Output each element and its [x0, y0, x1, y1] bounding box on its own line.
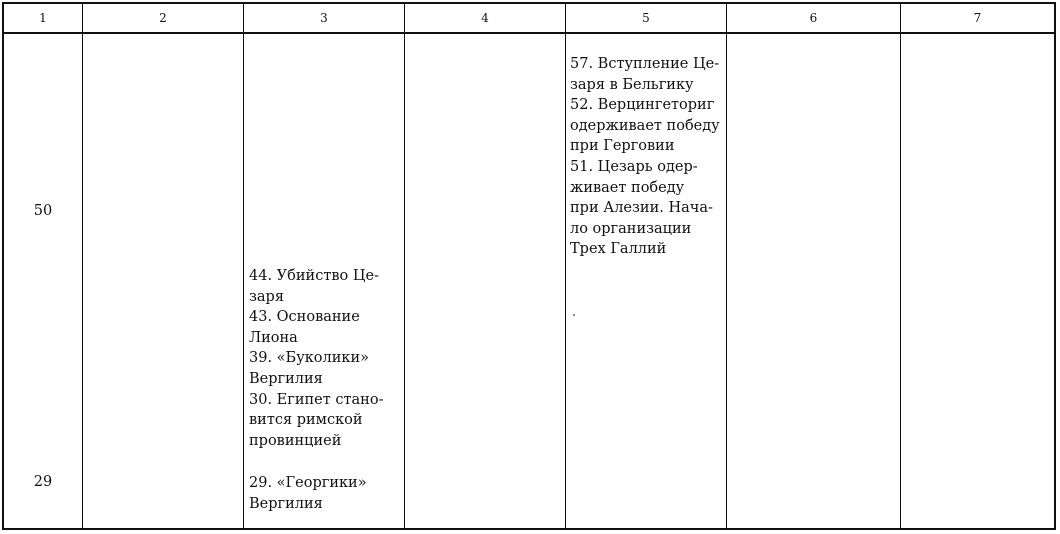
- col5-events-57-51: 57. Вступление Це- заря в Бельгику 52. Верцингеториг одерживает победу при Герговии 51. Цезарь одер- живает победу при Алезии. Нача- ло организации Трех Галлий: [570, 56, 720, 258]
- header-col-4: 4: [481, 11, 489, 25]
- header-col-5: 5: [642, 11, 650, 25]
- table-header-row: [4, 4, 1054, 34]
- scan-artifact: [573, 314, 575, 316]
- year-label-50: 50: [33, 203, 53, 219]
- column-divider: [726, 4, 727, 528]
- column-divider: [243, 4, 244, 528]
- col3-events-29: 29. «Георгики» Вергилия: [249, 475, 367, 512]
- column-divider: [404, 4, 405, 528]
- column-divider: [900, 4, 901, 528]
- header-col-7: 7: [973, 11, 982, 25]
- header-col-1: 1: [39, 11, 47, 25]
- column-divider: [565, 4, 566, 528]
- header-col-6: 6: [809, 11, 818, 25]
- chronology-table: [2, 2, 1056, 530]
- header-col-2: 2: [159, 11, 167, 25]
- column-divider: [82, 4, 83, 528]
- header-col-3: 3: [320, 11, 328, 25]
- col3-events-44-30: 44. Убийство Це- заря 43. Основание Лиона 39. «Буколики» Вергилия 30. Египет стано- вится римской провинцией: [249, 268, 384, 449]
- year-label-29: 29: [33, 474, 53, 490]
